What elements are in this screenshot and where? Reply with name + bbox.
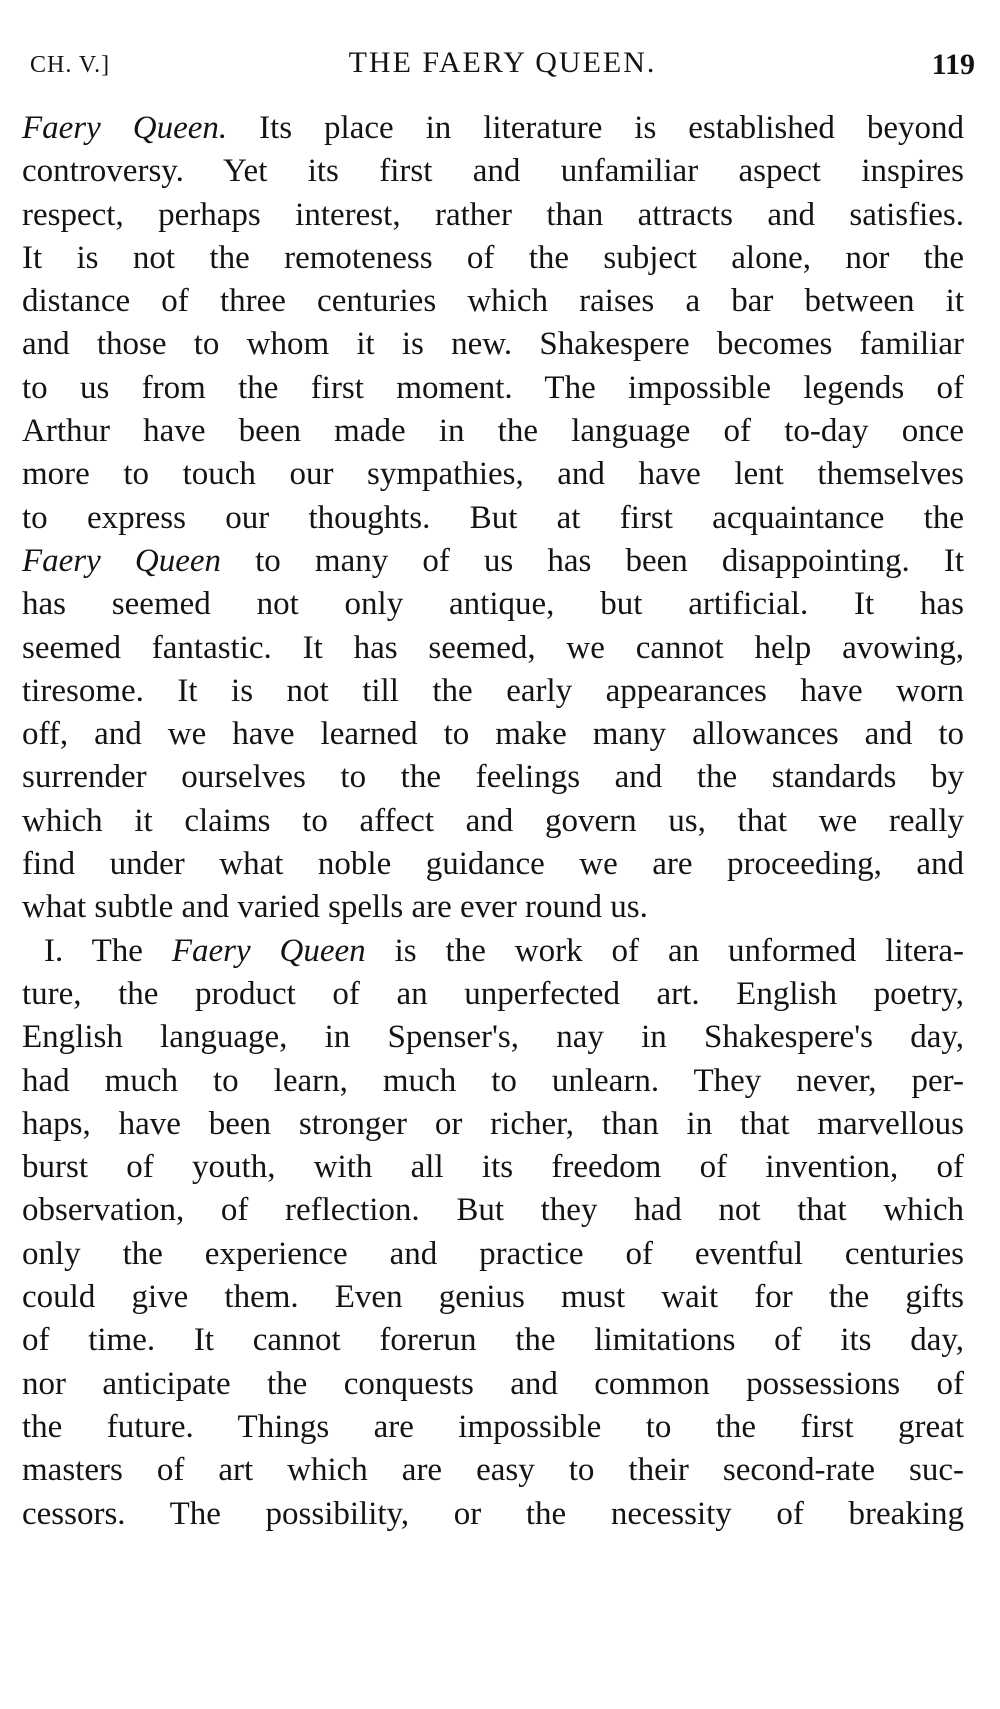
text-line [22, 1276, 964, 1319]
text-segment: has seemed not only antique, but artificial. It has [22, 586, 964, 623]
text-line [22, 1060, 964, 1103]
text-segment: English language, in Spenser's, nay in Shakespere's day, [22, 1019, 964, 1056]
running-title: THE FAERY QUEEN. [348, 46, 657, 79]
text-line [22, 886, 964, 929]
text-segment: what subtle and varied spells are ever round us. [22, 889, 648, 926]
text-line [22, 280, 964, 323]
body-text [22, 107, 964, 1536]
italic-title-text: Faery Queen. [22, 110, 228, 146]
text-segment: surrender ourselves to the feelings and the standards by [22, 759, 964, 796]
page-number: 119 [931, 48, 975, 81]
text-segment: had much to learn, much to unlearn. They never, per- [22, 1062, 964, 1099]
text-segment: off, and we have learned to make many allowances and to [22, 716, 964, 753]
text-line [22, 453, 964, 496]
text-line [22, 756, 964, 799]
chapter-label: CH. V.] [30, 52, 111, 78]
text-line [22, 540, 964, 583]
text-line [22, 583, 964, 626]
text-segment: nor anticipate the conquests and common possessions of [22, 1365, 964, 1402]
text-segment: Arthur have been made in the language of to-day once [22, 413, 964, 450]
text-segment: only the experience and practice of eventful centuries [22, 1235, 964, 1272]
text-line [22, 1233, 964, 1276]
text-segment: to us from the first moment. The impossible legends of [22, 369, 964, 406]
text-line [22, 930, 964, 973]
text-segment: I. The [44, 932, 172, 969]
text-segment: more to touch our sympathies, and have lent themselves [22, 456, 964, 493]
text-segment: seemed fantastic. It has seemed, we cannot help avowing, [22, 629, 964, 666]
text-segment: Its place in literature is established beyond [227, 110, 964, 146]
text-line [22, 973, 964, 1016]
text-segment: respect, perhaps interest, rather than attracts and satisfies. [22, 196, 964, 233]
text-line [22, 194, 964, 237]
text-segment: controversy. Yet its first and unfamiliar aspect inspires [22, 153, 964, 190]
text-line [22, 1146, 964, 1189]
text-segment: the future. Things are impossible to the first great [22, 1408, 964, 1445]
running-header [30, 46, 975, 86]
text-line [22, 1103, 964, 1146]
text-segment: cessors. The possibility, or the necessity of breaking [22, 1495, 964, 1532]
text-segment: burst of youth, with all its freedom of invention, of [22, 1149, 964, 1186]
text-line [22, 713, 964, 756]
text-segment: ture, the product of an unperfected art. English poetry, [22, 975, 964, 1012]
text-segment: of time. It cannot forerun the limitations of its day, [22, 1322, 964, 1359]
text-line [22, 1319, 964, 1362]
text-segment: which it claims to affect and govern us, that we really [22, 802, 964, 839]
text-segment: It is not the remoteness of the subject alone, nor the [22, 239, 964, 276]
text-segment: could give them. Even genius must wait for the gifts [22, 1279, 964, 1316]
text-line [22, 627, 964, 670]
text-segment: to many of us has been disappointing. It [221, 542, 965, 579]
text-line [22, 670, 964, 713]
text-line [22, 150, 964, 193]
text-line [22, 410, 964, 453]
text-line [22, 1406, 964, 1449]
italic-title-text: Faery Queen [22, 542, 222, 579]
text-line [22, 800, 964, 843]
text-segment: masters of art which are easy to their second-rate suc- [22, 1452, 964, 1489]
text-line [22, 497, 964, 540]
text-line [22, 1016, 964, 1059]
text-segment: observation, of reflection. But they had not that which [22, 1192, 964, 1229]
text-line [22, 367, 964, 410]
text-line [22, 237, 964, 280]
text-line [22, 323, 964, 366]
text-segment: haps, have been stronger or richer, than in that marvellous [22, 1105, 964, 1142]
text-line [22, 1363, 964, 1406]
text-segment: find under what noble guidance we are proceeding, and [22, 846, 964, 883]
text-segment: and those to whom it is new. Shakespere becomes familiar [22, 326, 964, 363]
text-line [22, 1493, 964, 1536]
text-segment: to express our thoughts. But at first acquaintance the [22, 499, 964, 536]
italic-title-text: Faery Queen [171, 932, 366, 969]
text-line [22, 1189, 964, 1232]
text-segment: is the work of an unformed litera- [365, 932, 965, 969]
text-line [22, 1449, 964, 1492]
text-line [22, 843, 964, 886]
text-line [22, 107, 964, 150]
text-segment: tiresome. It is not till the early appearances have worn [22, 672, 964, 709]
text-segment: distance of three centuries which raises a bar between it [22, 283, 964, 320]
